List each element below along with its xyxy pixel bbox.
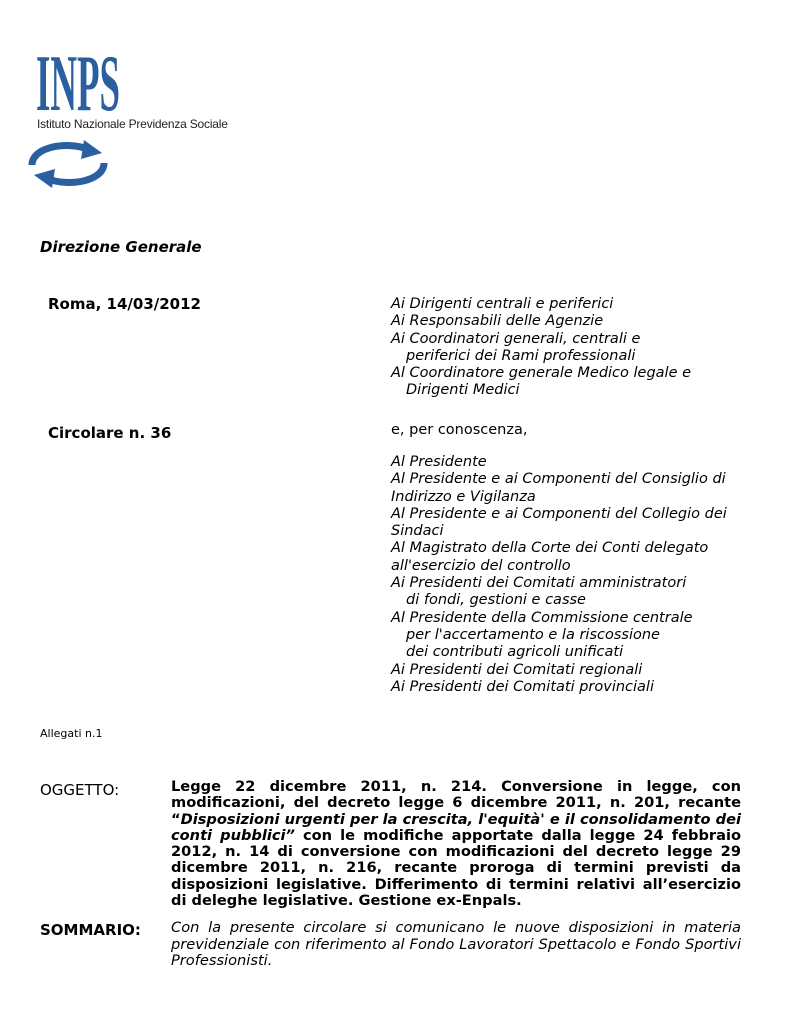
addressee-line: Dirigenti Medici bbox=[406, 382, 520, 399]
circular-arrows-icon bbox=[26, 139, 110, 189]
sommario-label: SOMMARIO: bbox=[40, 921, 141, 939]
addressee-line: Ai Presidenti dei Comitati regionali bbox=[391, 661, 643, 678]
inps-logo-wordmark bbox=[36, 44, 120, 114]
oggetto-part-italic: Disposizioni urgenti per la crescita, l'equità' e il consolidamento dei conti pubblici” bbox=[171, 810, 741, 844]
addressee-line: Al Coordinatore generale Medico legale e bbox=[391, 365, 692, 382]
addressee-line: Al Presidente della Commissione centrale bbox=[391, 609, 693, 626]
addressee-line: Al Presidente e ai Componenti del Collegio dei bbox=[391, 505, 727, 522]
addressee-line: Ai Dirigenti centrali e periferici bbox=[391, 296, 614, 312]
direzione-generale: Direzione Generale bbox=[40, 238, 202, 256]
sommario-text: Con la presente circolare si comunicano le nuove disposizioni in materia previdenziale con riferimento al Fondo Lavoratori Spettacolo e Fondo Sportivi Professionisti. bbox=[171, 919, 741, 969]
addressee-line: di fondi, gestioni e casse bbox=[406, 592, 586, 609]
addressee-line: Al Presidente e ai Componenti del Consiglio di bbox=[391, 471, 726, 488]
per-conoscenza: e, per conoscenza, bbox=[391, 422, 528, 438]
addressee-line: Al Presidente bbox=[391, 454, 487, 470]
oggetto-part: Legge 22 dicembre 2011, n. 214. Conversione in legge, con modificazioni, del decreto legge 6 dicembre 2011, n. 201, recante “ bbox=[171, 778, 741, 828]
oggetto-label: OGGETTO: bbox=[40, 781, 120, 799]
place-date: Roma, 14/03/2012 bbox=[48, 295, 201, 313]
oggetto-part: con le modifiche apportate dalla legge 24 febbraio 2012, n. 14 di conversione con modificazioni del decreto legge 29 dicembre 2011, n. 216, recante proroga di termini previsti da disposizioni legislative. Differimento di termini relativi all’esercizio di deleghe legislative. Gestione ex-Enpals. bbox=[171, 826, 741, 910]
addressee-line: dei contributi agricoli unificati bbox=[406, 644, 624, 661]
logo-subtitle: Istituto Nazionale Previdenza Sociale bbox=[37, 117, 228, 131]
circolare-number: Circolare n. 36 bbox=[48, 424, 172, 442]
addressee-line: per l'accertamento e la riscossione bbox=[406, 626, 660, 643]
addressee-line: Ai Coordinatori generali, centrali e bbox=[391, 330, 641, 347]
addressee-line: Ai Presidenti dei Comitati provinciali bbox=[391, 678, 654, 695]
addressee-line: Ai Responsabili delle Agenzie bbox=[391, 313, 604, 330]
addressees-secondary bbox=[391, 454, 771, 696]
allegati-count: Allegati n.1 bbox=[40, 727, 103, 740]
svg-text:INPS: INPS bbox=[36, 44, 120, 114]
addressee-line: Ai Presidenti dei Comitati amministratori bbox=[391, 575, 687, 592]
addressee-line: Indirizzo e Vigilanza bbox=[391, 488, 536, 505]
addressee-line: Al Magistrato della Corte dei Conti delegato bbox=[391, 540, 709, 557]
addressees-primary bbox=[391, 296, 771, 400]
addressee-line: periferici dei Rami professionali bbox=[406, 347, 636, 364]
addressee-line: Sindaci bbox=[391, 523, 444, 540]
oggetto-text bbox=[171, 779, 741, 909]
addressee-line: all'esercizio del controllo bbox=[391, 557, 571, 574]
